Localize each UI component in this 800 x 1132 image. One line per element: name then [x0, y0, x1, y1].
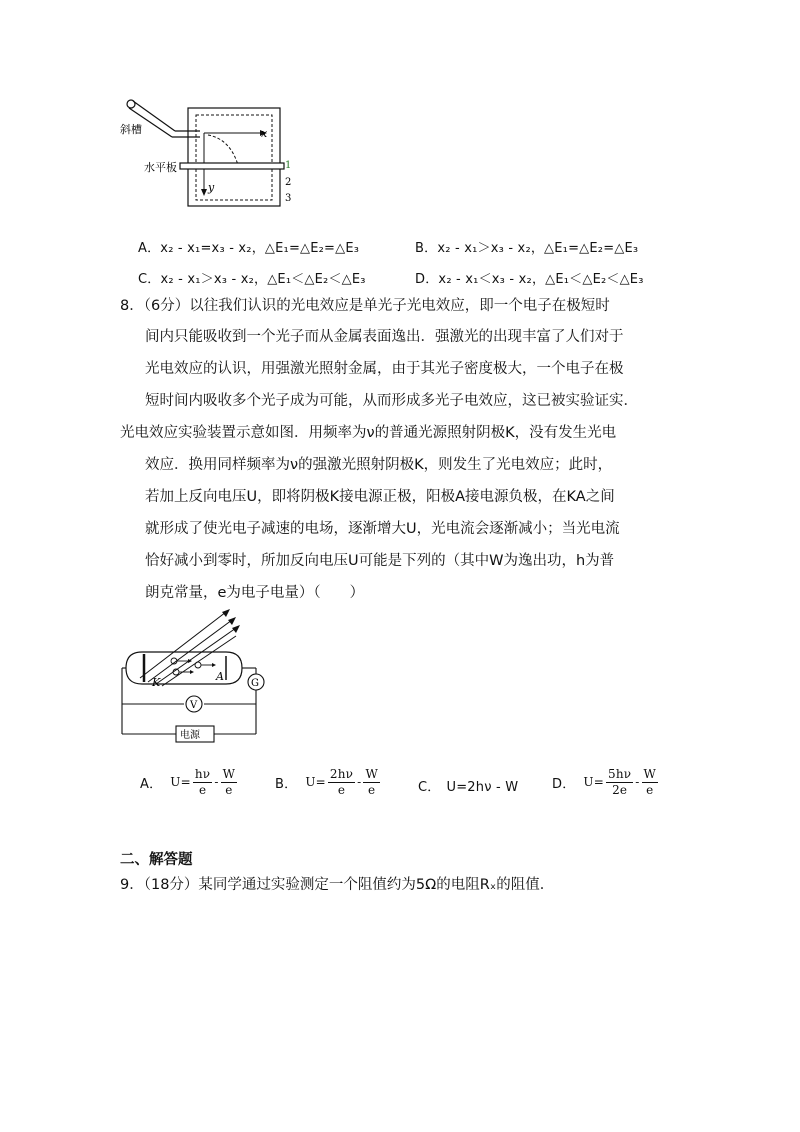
- label-board: 水平板: [144, 161, 177, 174]
- q8-line-6: 效应．换用同样频率为ν的强激光照射阴极K，则发生了光电效应；此时，: [145, 457, 613, 473]
- q7-option-c: C．x₂ - x₁＞x₃ - x₂，△E₁＜△E₂＜△E₃: [138, 272, 366, 287]
- q8-line-9: 恰好减小到零时，所加反向电压U可能是下列的（其中W为逸出功，h为普: [145, 553, 615, 569]
- q8-line-5: 光电效应实验装置示意如图．用频率为ν的普通光源照射阴极K，没有发生光电: [120, 425, 617, 441]
- q8-line-1: 8．（6分）以往我们认识的光电效应是单光子光电效应，即一个电子在极短时: [120, 298, 610, 314]
- formula-d: U= $\frac{5h\nu}{2e}$ - $\frac{W}{e}$: [583, 767, 657, 797]
- horizontal-board: [180, 163, 284, 169]
- formula-b: U= $\frac{2h\nu}{e}$ - $\frac{W}{e}$: [305, 767, 378, 797]
- q8-line-8: 就形成了使光电子减速的电场，逐渐增大U，光电流会逐渐减小；当光电流: [145, 521, 620, 537]
- q9-text: 9．（18分）某同学通过实验测定一个阻值约为5Ω的电阻Rₓ的阻值．: [120, 877, 555, 893]
- mark-2: 2: [285, 177, 292, 188]
- q8-line-7: 若加上反向电压U，即将阴极K接电源正极，阳极A接电源负极，在KA之间: [145, 489, 615, 505]
- q8-option-b: B． U= $\frac{2h\nu}{e}$ - $\frac{W}{e}$: [275, 767, 378, 797]
- q7-option-d: D．x₂ - x₁＜x₃ - x₂，△E₁＜△E₂＜△E₃: [415, 272, 644, 287]
- label-G: G: [251, 678, 259, 689]
- q7-option-b: B．x₂ - x₁＞x₃ - x₂，△E₁=△E₂=△E₃: [415, 241, 639, 256]
- axis-x-label: x: [261, 127, 268, 140]
- q8-line-2: 间内只能吸收到一个光子而从金属表面逸出．强激光的出现丰富了人们对于: [145, 329, 624, 345]
- label-A: A: [216, 670, 224, 683]
- q8-option-c: C． U=2hν - W: [418, 780, 519, 795]
- q8-option-a: A． U= $\frac{h\nu}{e}$ - $\frac{W}{e}$: [140, 767, 236, 797]
- mark-1: 1: [285, 160, 292, 171]
- q8-line-4: 短时间内吸收多个光子成为可能，从而形成多光子电效应，这已被实验证实．: [145, 393, 638, 409]
- axis-y-label: y: [208, 181, 215, 194]
- label-incline: 斜槽: [120, 123, 142, 136]
- projectile-apparatus-figure: [120, 95, 300, 210]
- q8-option-d: D． U= $\frac{5h\nu}{2e}$ - $\frac{W}{e}$: [552, 767, 657, 797]
- label-source: 电源: [180, 730, 200, 741]
- section-heading: 二、解答题: [120, 852, 193, 868]
- q7-option-a: A．x₂ - x₁=x₃ - x₂，△E₁=△E₂=△E₃: [138, 241, 360, 256]
- q8-line-10: 朗克常量，e为电子电量）（ ）: [145, 585, 365, 601]
- q8-line-3: 光电效应的认识，用强激光照射金属，由于其光子密度极大，一个电子在极: [145, 361, 624, 377]
- label-K: K: [152, 676, 161, 689]
- formula-a: U= $\frac{h\nu}{e}$ - $\frac{W}{e}$: [170, 767, 236, 797]
- mark-3: 3: [285, 193, 292, 204]
- outer-frame: [188, 108, 280, 206]
- label-V: V: [190, 700, 198, 711]
- photoelectric-apparatus-figure: [118, 608, 273, 743]
